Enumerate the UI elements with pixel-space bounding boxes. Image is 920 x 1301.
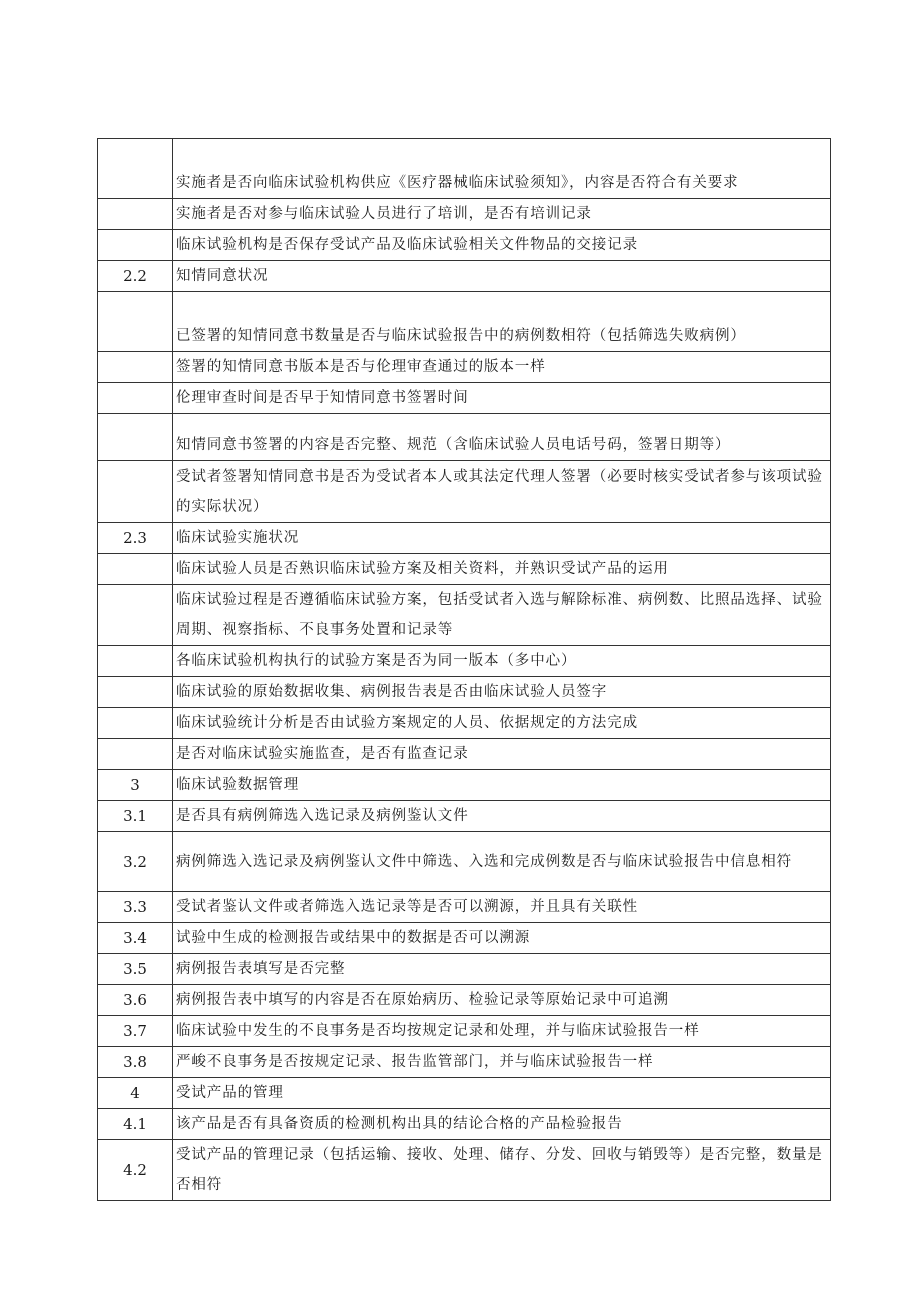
- table-body: [98, 139, 831, 1201]
- item-text: 实施者是否对参与临床试验人员进行了培训，是否有培训记录: [173, 199, 831, 230]
- item-number: 2.3: [98, 523, 173, 554]
- table-row: [98, 739, 831, 770]
- table-row: [98, 985, 831, 1016]
- item-text: 已签署的知情同意书数量是否与临床试验报告中的病例数相符（包括筛选失败病例）: [173, 292, 831, 352]
- table-row: [98, 292, 831, 352]
- item-number: 4.2: [98, 1140, 173, 1201]
- item-number: 3.6: [98, 985, 173, 1016]
- item-text: 临床试验数据管理: [173, 770, 831, 801]
- item-text: 该产品是否有具备资质的检测机构出具的结论合格的产品检验报告: [173, 1109, 831, 1140]
- table-row: [98, 892, 831, 923]
- table-row: [98, 923, 831, 954]
- item-number: [98, 461, 173, 523]
- table-row: [98, 523, 831, 554]
- item-text: 受试产品的管理: [173, 1078, 831, 1109]
- item-text: 严峻不良事务是否按规定记录、报告监管部门，并与临床试验报告一样: [173, 1047, 831, 1078]
- item-number: [98, 739, 173, 770]
- item-text: 临床试验人员是否熟识临床试验方案及相关资料，并熟识受试产品的运用: [173, 554, 831, 585]
- item-number: [98, 352, 173, 383]
- item-text: 实施者是否向临床试验机构供应《医疗器械临床试验须知》，内容是否符合有关要求: [173, 139, 831, 199]
- item-text: 伦理审查时间是否早于知情同意书签署时间: [173, 383, 831, 414]
- table-row: [98, 230, 831, 261]
- item-text: 病例报告表填写是否完整: [173, 954, 831, 985]
- table-row: [98, 1109, 831, 1140]
- item-text: 临床试验机构是否保存受试产品及临床试验相关文件物品的交接记录: [173, 230, 831, 261]
- item-text: 各临床试验机构执行的试验方案是否为同一版本（多中心）: [173, 646, 831, 677]
- item-text: 签署的知情同意书版本是否与伦理审查通过的版本一样: [173, 352, 831, 383]
- table-row: [98, 199, 831, 230]
- table-row: [98, 1140, 831, 1201]
- item-number: [98, 708, 173, 739]
- item-number: 3.4: [98, 923, 173, 954]
- item-number: [98, 585, 173, 646]
- table-row: [98, 646, 831, 677]
- item-number: 3.7: [98, 1016, 173, 1047]
- table-row: [98, 1047, 831, 1078]
- item-number: 3.8: [98, 1047, 173, 1078]
- table-row: [98, 708, 831, 739]
- item-number: [98, 554, 173, 585]
- table-row: [98, 461, 831, 523]
- table-row: [98, 677, 831, 708]
- table-row: [98, 801, 831, 832]
- item-text: 受试者签署知情同意书是否为受试者本人或其法定代理人签署（必要时核实受试者参与该项试验的实际状况）: [173, 461, 831, 523]
- item-text: 临床试验统计分析是否由试验方案规定的人员、依据规定的方法完成: [173, 708, 831, 739]
- item-number: [98, 230, 173, 261]
- table-row: [98, 954, 831, 985]
- table-row: [98, 1016, 831, 1047]
- checklist-table: [97, 138, 831, 1201]
- table-row: [98, 554, 831, 585]
- table-row: [98, 261, 831, 292]
- item-number: 3: [98, 770, 173, 801]
- item-number: 4: [98, 1078, 173, 1109]
- item-number: 3.5: [98, 954, 173, 985]
- item-number: [98, 414, 173, 461]
- item-number: [98, 677, 173, 708]
- item-number: 3.3: [98, 892, 173, 923]
- table-row: [98, 770, 831, 801]
- table-row: [98, 585, 831, 646]
- table-row: [98, 832, 831, 892]
- item-text: 临床试验实施状况: [173, 523, 831, 554]
- item-text: 受试者鉴认文件或者筛选入选记录等是否可以溯源，并且具有关联性: [173, 892, 831, 923]
- item-number: 4.1: [98, 1109, 173, 1140]
- item-text: 病例筛选入选记录及病例鉴认文件中筛选、入选和完成例数是否与临床试验报告中信息相符: [173, 832, 831, 892]
- item-text: 病例报告表中填写的内容是否在原始病历、检验记录等原始记录中可追溯: [173, 985, 831, 1016]
- item-text: 是否对临床试验实施监查，是否有监查记录: [173, 739, 831, 770]
- item-number: [98, 646, 173, 677]
- table-row: [98, 383, 831, 414]
- item-text: 知情同意状况: [173, 261, 831, 292]
- item-text: 临床试验中发生的不良事务是否均按规定记录和处理，并与临床试验报告一样: [173, 1016, 831, 1047]
- item-number: [98, 383, 173, 414]
- item-number: 3.1: [98, 801, 173, 832]
- table-row: [98, 1078, 831, 1109]
- item-text: 是否具有病例筛选入选记录及病例鉴认文件: [173, 801, 831, 832]
- item-text: 临床试验过程是否遵循临床试验方案，包括受试者入选与解除标准、病例数、比照品选择、试验周期、视察指标、不良事务处置和记录等: [173, 585, 831, 646]
- item-text: 知情同意书签署的内容是否完整、规范（含临床试验人员电话号码，签署日期等）: [173, 414, 831, 461]
- item-number: [98, 199, 173, 230]
- item-text: 临床试验的原始数据收集、病例报告表是否由临床试验人员签字: [173, 677, 831, 708]
- item-number: 2.2: [98, 261, 173, 292]
- table-row: [98, 352, 831, 383]
- item-text: 受试产品的管理记录（包括运输、接收、处理、储存、分发、回收与销毁等）是否完整，数量是否相符: [173, 1140, 831, 1201]
- item-text: 试验中生成的检测报告或结果中的数据是否可以溯源: [173, 923, 831, 954]
- table-row: [98, 414, 831, 461]
- item-number: [98, 139, 173, 199]
- table-row: [98, 139, 831, 199]
- item-number: 3.2: [98, 832, 173, 892]
- item-number: [98, 292, 173, 352]
